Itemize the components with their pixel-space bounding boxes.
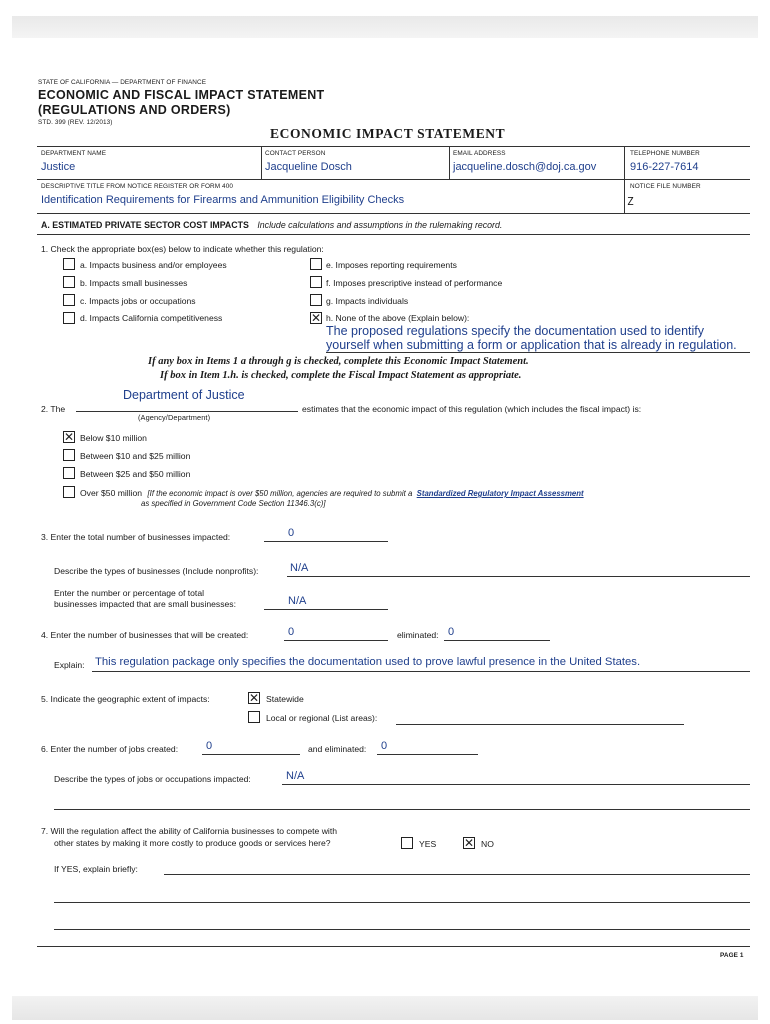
q2-option-25-50m: Between $25 and $50 million xyxy=(80,469,191,479)
section-a-heading xyxy=(41,220,502,230)
q5-checkbox-statewide[interactable]: ✕ xyxy=(249,691,260,705)
q2-suffix: estimates that the economic impact of this regulation (which includes the fiscal impact) is: xyxy=(302,404,642,414)
q2-over-label: Over $50 million xyxy=(80,488,143,498)
q1-option-f: f. Imposes prescriptive instead of performance xyxy=(326,278,503,288)
q1-prompt: 1. Check the appropriate box(es) below to indicate whether this regulation: xyxy=(41,244,324,254)
q3-small-prompt-2: businesses impacted that are small businesses: xyxy=(54,599,236,609)
table-rule xyxy=(37,213,750,214)
q6-created-underline xyxy=(202,754,300,755)
desc-label: DESCRIPTIVE TITLE FROM NOTICE REGISTER OR FORM 400 xyxy=(41,183,234,190)
q3-underline xyxy=(264,541,388,542)
table-divider xyxy=(449,146,450,179)
q7-yes-label: YES xyxy=(419,839,437,849)
q1-checkbox-g[interactable] xyxy=(310,294,322,306)
dept-label: DEPARTMENT NAME xyxy=(41,150,107,157)
form-code: STD. 399 (REV. 12/2013) xyxy=(38,119,113,126)
dept-field[interactable]: Justice xyxy=(41,161,76,173)
q1-checkbox-h[interactable]: ✕ xyxy=(311,311,322,325)
q2-agency-caption: (Agency/Department) xyxy=(138,413,211,422)
q1-option-e: e. Imposes reporting requirements xyxy=(326,260,457,270)
q6-types-prompt: Describe the types of jobs or occupations impacted: xyxy=(54,774,251,784)
q4-created-underline xyxy=(284,640,388,641)
q6-eliminated-underline xyxy=(377,754,478,755)
section-a-title: A. ESTIMATED PRIVATE SECTOR COST IMPACTS xyxy=(41,220,249,230)
q1-option-d: d. Impacts California competitiveness xyxy=(80,313,223,323)
q2-agency-underline xyxy=(76,411,298,412)
email-field[interactable]: jacqueline.dosch@doj.ca.gov xyxy=(453,161,597,173)
q6-extra-line xyxy=(54,809,750,810)
q2-prefix: 2. The xyxy=(41,404,66,414)
q4-eliminated-underline xyxy=(444,640,550,641)
q1-explain-line2[interactable]: yourself when submitting a form or application that is already in regulation. xyxy=(326,338,737,352)
q3-small-underline xyxy=(264,609,388,610)
q1-checkbox-c[interactable] xyxy=(63,294,75,306)
page-number: PAGE 1 xyxy=(720,952,744,959)
q3-prompt: 3. Enter the total number of businesses impacted: xyxy=(41,532,231,542)
q2-checkbox-below-10m[interactable]: ✕ xyxy=(64,430,75,444)
q6-prompt: 6. Enter the number of jobs created: xyxy=(41,744,179,754)
q2-over-note: [If the economic impact is over $50 million, agencies are required to submit a xyxy=(147,489,413,498)
section-a-note: Include calculations and assumptions in the rulemaking record. xyxy=(257,220,503,230)
q1-checkbox-b[interactable] xyxy=(63,276,75,288)
form-title: ECONOMIC AND FISCAL IMPACT STATEMENT xyxy=(38,88,325,102)
q1-checkbox-f[interactable] xyxy=(310,276,322,288)
q2-checkbox-25-50m[interactable] xyxy=(63,467,75,479)
q7-explain-underline-2 xyxy=(54,902,750,903)
form-subtitle: (REGULATIONS AND ORDERS) xyxy=(38,103,231,117)
q5-statewide-label: Statewide xyxy=(266,694,304,704)
q3-small-field[interactable]: N/A xyxy=(288,595,307,607)
contact-field[interactable]: Jacqueline Dosch xyxy=(265,161,352,173)
q5-checkbox-local[interactable] xyxy=(248,711,260,723)
table-divider xyxy=(624,146,625,213)
q3-types-field[interactable]: N/A xyxy=(290,562,309,574)
table-rule xyxy=(37,179,750,180)
scan-edge-top xyxy=(12,16,758,38)
q2-option-over-50m xyxy=(80,488,584,498)
q2-option-10-25m: Between $10 and $25 million xyxy=(80,451,191,461)
q4-explain-label: Explain: xyxy=(54,660,85,670)
q4-prompt: 4. Enter the number of businesses that will be created: xyxy=(41,630,249,640)
q5-local-underline xyxy=(396,724,684,725)
q6-created-field[interactable]: 0 xyxy=(206,740,213,752)
q3-small-prompt-1: Enter the number or percentage of total xyxy=(54,588,205,598)
q1-option-h: h. None of the above (Explain below): xyxy=(326,313,470,323)
q1-option-b: b. Impacts small businesses xyxy=(80,278,188,288)
q1-option-c: c. Impacts jobs or occupations xyxy=(80,296,196,306)
q7-no-label: NO xyxy=(481,839,494,849)
q7-explain-label: If YES, explain briefly: xyxy=(54,864,138,874)
q4-eliminated-label: eliminated: xyxy=(397,630,439,640)
q1-checkbox-a[interactable] xyxy=(63,258,75,270)
q1-explain-line1[interactable]: The proposed regulations specify the documentation used to identify xyxy=(326,324,705,338)
q2-agency-field[interactable]: Department of Justice xyxy=(123,388,245,402)
q7-checkbox-no[interactable]: ✕ xyxy=(464,836,475,850)
q1-note-2: If box in Item 1.h. is checked, complete the Fiscal Impact Statement as appropriate. xyxy=(160,370,522,381)
q7-prompt-2: other states by making it more costly to produce goods or services here? xyxy=(54,838,331,848)
agency-line: STATE OF CALIFORNIA — DEPARTMENT OF FINANCE xyxy=(38,79,207,86)
q1-checkbox-d[interactable] xyxy=(63,312,75,324)
notice-label: NOTICE FILE NUMBER xyxy=(630,183,701,190)
q1-checkbox-e[interactable] xyxy=(310,258,322,270)
q4-created-field[interactable]: 0 xyxy=(288,626,295,638)
scan-edge-bottom xyxy=(12,996,758,1020)
q6-types-field[interactable]: N/A xyxy=(286,770,305,782)
q5-local-label: Local or regional (List areas): xyxy=(266,713,378,723)
contact-label: CONTACT PERSON xyxy=(265,150,326,157)
q2-over-note-2: as specified in Government Code Section 11346.3(c)] xyxy=(141,499,326,508)
desc-field[interactable]: Identification Requirements for Firearms and Ammunition Eligibility Checks xyxy=(41,194,405,206)
q4-explain-underline xyxy=(92,671,750,672)
phone-label: TELEPHONE NUMBER xyxy=(630,150,700,157)
q6-types-underline xyxy=(282,784,750,785)
q7-explain-underline-3 xyxy=(54,929,750,930)
q6-eliminated-label: and eliminated: xyxy=(308,744,367,754)
q2-checkbox-10-25m[interactable] xyxy=(63,449,75,461)
q2-option-below-10m: Below $10 million xyxy=(80,433,147,443)
sria-link[interactable]: Standardized Regulatory Impact Assessment xyxy=(416,489,584,498)
q4-eliminated-field[interactable]: 0 xyxy=(448,626,455,638)
q2-checkbox-over-50m[interactable] xyxy=(63,486,75,498)
email-label: EMAIL ADDRESS xyxy=(453,150,506,157)
q5-prompt: 5. Indicate the geographic extent of impacts: xyxy=(41,694,210,704)
q3-businesses-field[interactable]: 0 xyxy=(288,527,295,539)
q7-prompt-1: 7. Will the regulation affect the ability of California businesses to compete with xyxy=(41,826,338,836)
q6-eliminated-field[interactable]: 0 xyxy=(381,740,388,752)
q1-option-a: a. Impacts business and/or employees xyxy=(80,260,227,270)
q1-explain-underline xyxy=(326,352,750,353)
q4-explain-field[interactable]: This regulation package only specifies the documentation used to prove lawful presence in the United States. xyxy=(95,656,641,668)
section-rule xyxy=(37,234,750,235)
phone-field[interactable]: 916-227-7614 xyxy=(630,161,699,173)
table-divider xyxy=(261,146,262,179)
table-rule xyxy=(37,146,750,147)
q7-checkbox-yes[interactable] xyxy=(401,837,413,849)
q3-types-underline xyxy=(287,576,750,577)
q7-explain-underline-1 xyxy=(164,874,750,875)
q3-types-prompt: Describe the types of businesses (Include nonprofits): xyxy=(54,566,259,576)
notice-field[interactable]: Z xyxy=(627,195,634,208)
footer-rule xyxy=(37,946,750,947)
q1-option-g: g. Impacts individuals xyxy=(326,296,409,306)
statement-title: ECONOMIC IMPACT STATEMENT xyxy=(270,126,506,141)
q1-note-1: If any box in Items 1 a through g is checked, complete this Economic Impact Statement. xyxy=(148,356,529,367)
